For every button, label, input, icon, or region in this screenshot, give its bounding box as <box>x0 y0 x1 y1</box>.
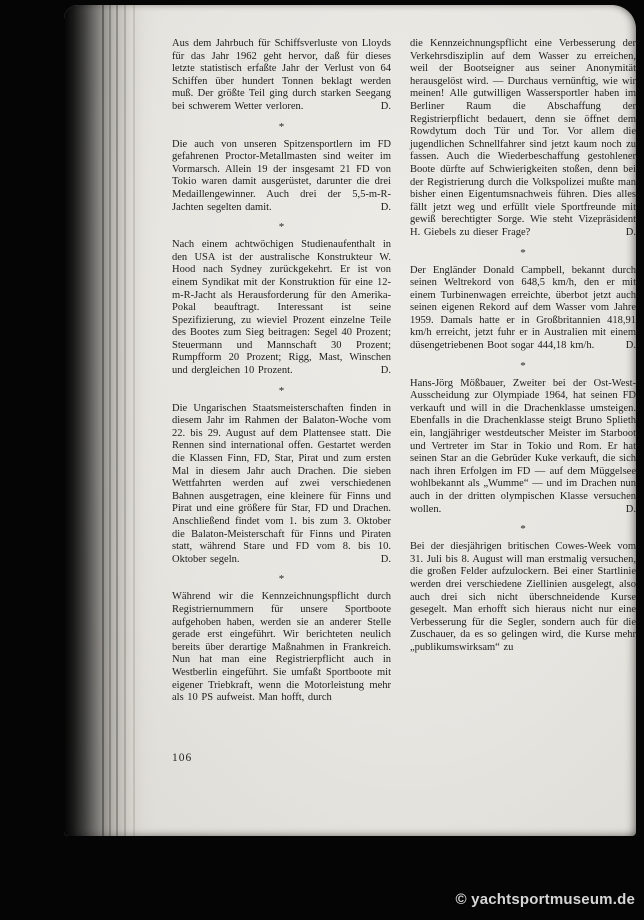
section-separator: * <box>278 120 285 133</box>
section-separator: * <box>278 221 285 234</box>
paragraph <box>172 139 391 215</box>
paragraph-text: Der Engländer Donald Campbell, bekannt durch seinen Weltrekord von 648,5 km/h, den er mit einem Turbinenwagen erreichte, überbot jetzt auch seinen eigenen Rekord auf dem Wasser vom Jahre 1959. Damals hatte er in Großbritannien 418,91 km/h erreicht, jetzt fuhr er in Australien mit einem düsengetriebenen Boot sogar 444,18 km/h. <box>410 264 636 352</box>
paragraph <box>172 239 391 378</box>
paragraph-text: Während wir die Kennzeichnungspflicht durch Registriernummern für unsere Sportboote aufgehoben haben, werden sie an anderer Stelle gerade erst eingeführt. Wir berichteten neulich bereits über derartige Maßnahmen in Frankreich. Nun hat man eine Registrierpflicht auch in Westberlin eingeführt. Sie umfaßt Sportboote mit eigener Triebkraft, wenn die Motorleistung mehr als 10 PS aufweist. Man hofft, durch <box>172 591 391 704</box>
section-separator: * <box>278 573 285 586</box>
paragraph-text: Bei der diesjährigen britischen Cowes-Week vom 31. Juli bis 8. August will man erstmalig versuchen, die großen Felder aufzulockern. Bei einer Startlinie werden drei verschiedene Ziellinien ausgelegt, also auch drei sich nicht überschneidende Kurse gesegelt. Man erhofft sich hieraus nicht nur eine Verbesserung für die Segler, sondern auch für die Zuschauer, da es so gelingen wird, die Kurse mehr „publikumswirksam“ zu <box>410 541 636 653</box>
author-initial: D. <box>625 503 636 515</box>
paragraph <box>410 541 636 654</box>
paragraph-text: Die auch von unseren Spitzensportlern im FD gefahrenen Proctor-Metallmasten sind weiter im Vormarsch. Allein 19 der insgesamt 21 FD von Tokio waren damit ausgerüstet, darunter die drei Medaillengewinner. Auch drei der 5,5-m-R-Jachten segelten damit. <box>172 138 391 213</box>
section-separator: * <box>278 384 285 397</box>
section-separator: * <box>520 523 526 536</box>
paragraph-text: Die Ungarischen Staatsmeisterschaften finden in diesem Jahr im Rahmen der Balaton-Woche vom 22. bis 29. August auf dem Plattensee statt. Die Rennen sind international offen. Gestartet werden die Klassen Finn, FD, Star, Pirat und zum ersten Mal in diesem Jahr auch Drachen. Die sieben Wettfahrten werden auf zwei verschiedenen Bahnen ausgetragen, eine kleinere für Finns und Pirat und eine größere für Star, FD und Drachen. Anschließend findet vom 1. bis zum 3. Oktober die Balaton-Meisterschaft für Finns und Piraten statt, während Stare und FD vom 8. bis 10. Oktober segeln. <box>172 402 391 565</box>
left-column <box>172 38 391 705</box>
paragraph <box>172 403 391 567</box>
section-separator: * <box>520 359 526 372</box>
watermark: © yachtsportmuseum.de <box>455 891 635 908</box>
paragraph <box>410 265 636 353</box>
paragraph-text: die Kennzeichnungspflicht eine Verbesserung der Verkehrsdisziplin auf dem Wasser zu erreichen, weil der Bootseigner aus seiner Anonymität herausgelöst wird. — Durchaus vernünftig, wie wir meinen! Alle gutwilligen Wassersportler haben im Berliner Raum die Abschaffung der Registrierpflicht bedauert, denn sie öffnet dem Rowdytum doch Tür und Tor. Vor allem die jugendlichen Schnellfahrer sind jetzt kaum noch zu fassen. Auch die Wiederbeschaffung gestohlener Boote dürfte auf Schwierigkeiten stoßen, denn bei der Registrierung durch die Volkspolizei mußte man bisher einen Eigentumsnachweis führen. Dies alles fällt jetzt weg und erfüllt viele Sportfreunde mit gewiß berechtigter Sorge. Wie steht Vizepräsident H. Giebels zu dieser Frage? <box>410 38 636 238</box>
paragraph <box>410 38 636 240</box>
paragraph-text: Aus dem Jahrbuch für Schiffsverluste von Lloyds für das Jahr 1962 geht hervor, daß für dieses letzte statistisch erfaßte Jahr der Verlust von 64 Schiffen über hundert Tonnen beklagt werden muß. Der größte Teil ging durch starken Seegang bei schwerem Wetter verloren. <box>172 38 391 112</box>
paragraph-text: Nach einem achtwöchigen Studienaufenthalt in den USA ist der australische Konstrukteur W. Hood nach Sydney zurückgekehrt. Er ist von einem Syndikat mit der Konstruktion für eine 12-m-R-Jacht als Herausforderung für den Amerika-Pokal beauftragt. Interessant ist seine Spezifizierung, zu wieviel Prozent einzelne Teile des Bootes zum Sieg beitragen: Segel 40 Prozent; Steuermann und Mannschaft 30 Prozent; Rumpfform 20 Prozent; Rigg, Mast, Winschen und dergleichen 10 Prozent. <box>172 239 391 377</box>
section-separator: * <box>520 246 526 259</box>
paragraph <box>172 38 391 114</box>
author-initial: D. <box>380 553 391 565</box>
author-initial: D. <box>380 100 391 112</box>
paragraph <box>410 378 636 517</box>
author-initial: D. <box>380 365 391 377</box>
paragraph-text: Hans-Jörg Mößbauer, Zweiter bei der Ost-West-Ausscheidung zur Olympiade 1964, hat seinen FD verkauft und will in die Drachenklasse umsteigen. Ebenfalls in die Drachenklasse steigt Bruno Splieth ein, langjähriger westdeutscher Meister im Starboot und Vertreter im Star in Tokio und Rom. Er hat seinen Star an die Gebrüder Kuke verkauft, die sich nach ihren Erfolgen im FD — auf dem Müggelsee wohlbekannt als „Wumme“ — und im Drachen nun auch in der dritten olympischen Klasse versuchen wollen. <box>410 377 636 515</box>
author-initial: D. <box>380 201 391 213</box>
page-number: 106 <box>172 752 193 764</box>
page-edge-lines <box>64 5 156 836</box>
right-column <box>410 38 636 655</box>
author-initial: D. <box>625 340 636 352</box>
paragraph <box>172 591 391 704</box>
author-initial: D. <box>625 226 636 238</box>
